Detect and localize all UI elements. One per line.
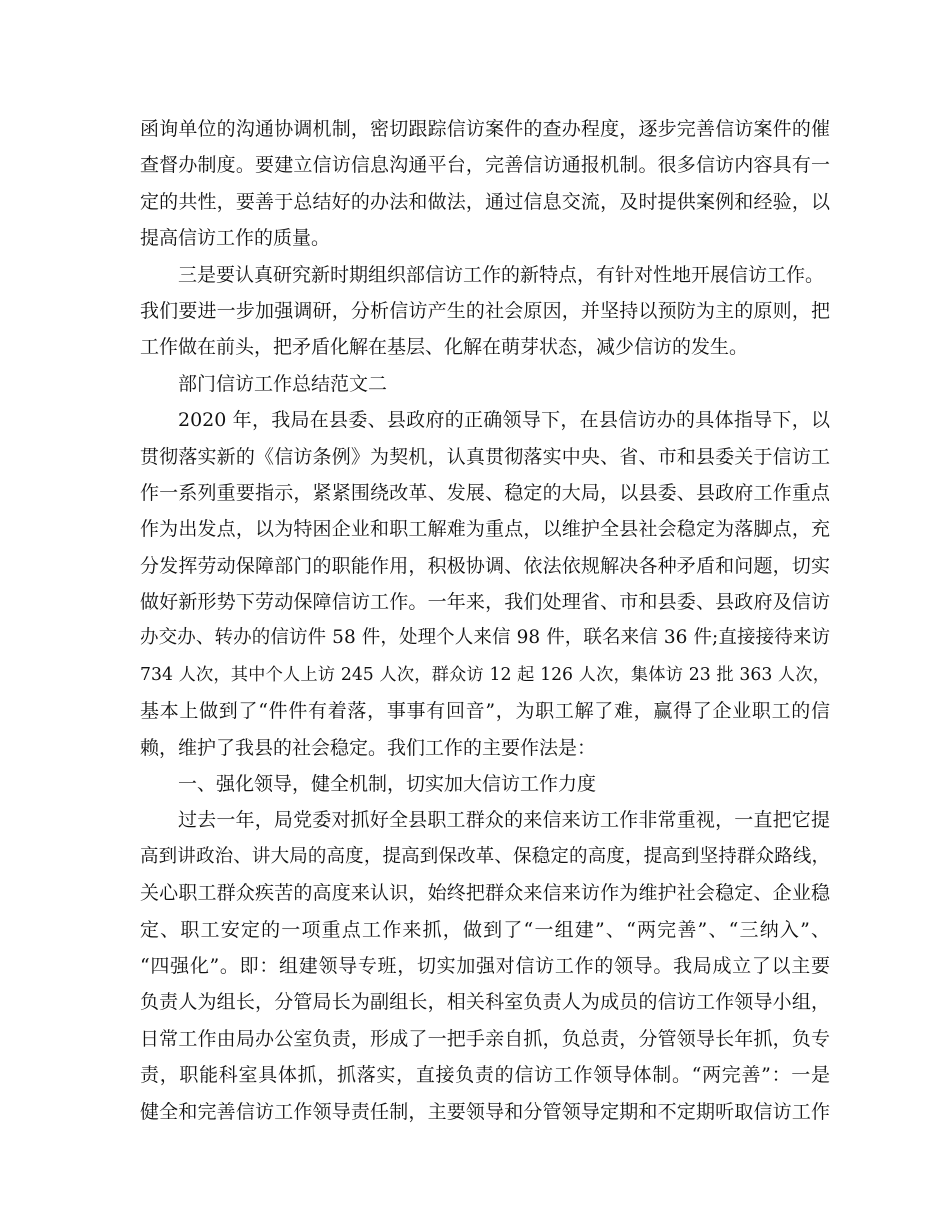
text-line: 部门信访工作总结范文二 [178,372,388,395]
text-line: 赖，维护了我县的社会稳定。我们工作的主要作法是： [140,736,597,759]
text-line: 分发挥劳动保障部门的职能作用，积极协调、依法依规解决各种矛盾和问题，切实 [140,554,830,577]
text-line: 做好新形势下劳动保障信访工作。一年来，我们处理省、市和县委、县政府及信访 [140,591,830,614]
text-line: 过去一年，局党委对抓好全县职工群众的来信来访工作非常重视，一直把它提 [178,809,830,832]
text-line: 2020 年，我局在县委、县政府的正确领导下，在县信访办的具体指导下，以 [178,409,830,432]
text-line: 日常工作由局办公室负责，形成了一把手亲自抓，负总责，分管领导长年抓，负专 [140,1027,830,1050]
text-line: 基本上做到了“件件有着落，事事有回音”，为职工解了难，赢得了企业职工的信 [140,700,830,723]
text-line: 责，职能科室具体抓，抓落实，直接负责的信访工作领导体制。“两完善”：一是 [140,1064,830,1087]
text-line: 负责人为组长，分管局长为副组长，相关科室负责人为成员的信访工作领导小组， [140,991,830,1014]
text-line: 高到讲政治、讲大局的高度，提高到保改革、保稳定的高度，提高到坚持群众路线， [140,845,830,867]
text-line: 提高信访工作的质量。 [140,227,331,250]
text-line: 定、职工安定的一项重点工作来抓，做到了“一组建”、“两完善”、“三纳入”、 [140,918,830,941]
text-line: 贯彻落实新的《信访条例》为契机，认真贯彻落实中央、省、市和县委关于信访工 [140,445,830,468]
text-line: 734 人次，其中个人上访 245 人次，群众访 12 起 126 人次，集体访 23 批 363 人次， [140,664,830,685]
text-line: 办交办、转办的信访件 58 件，处理个人来信 98 件，联名来信 36 件;直接接待来访 [140,627,830,649]
text-line: 我们要进一步加强调研，分析信访产生的社会原因，并坚持以预防为主的原则，把 [140,299,830,322]
text-line: 定的共性，要善于总结好的办法和做法，通过信息交流，及时提供案例和经验，以 [140,190,830,213]
text-line: 作为出发点，以为特困企业和职工解难为重点，以维护全县社会稳定为落脚点，充 [140,518,830,541]
text-line: 函询单位的沟通协调机制，密切跟踪信访案件的查办程度，逐步完善信访案件的催 [140,118,830,140]
text-line: 健全和完善信访工作领导责任制，主要领导和分管领导定期和不定期听取信访工作 [140,1100,830,1123]
document-body [140,111,830,1130]
text-line: 工作做在前头，把矛盾化解在基层、化解在萌芽状态，减少信访的发生。 [140,336,749,359]
text-line: 三是要认真研究新时期组织部信访工作的新特点，有针对性地开展信访工作。 [178,263,825,286]
text-line: 作一系列重要指示，紧紧围绕改革、发展、稳定的大局，以县委、县政府工作重点 [140,481,830,504]
text-line: 查督办制度。要建立信访信息沟通平台，完善信访通报机制。很多信访内容具有一 [140,154,830,177]
text-line: 关心职工群众疾苦的高度来认识，始终把群众来信来访作为维护社会稳定、企业稳 [140,882,830,905]
text-line: “四强化”。即：组建领导专班，切实加强对信访工作的领导。我局成立了以主要 [140,954,830,977]
text-line: 一、强化领导，健全机制，切实加大信访工作力度 [178,773,597,796]
